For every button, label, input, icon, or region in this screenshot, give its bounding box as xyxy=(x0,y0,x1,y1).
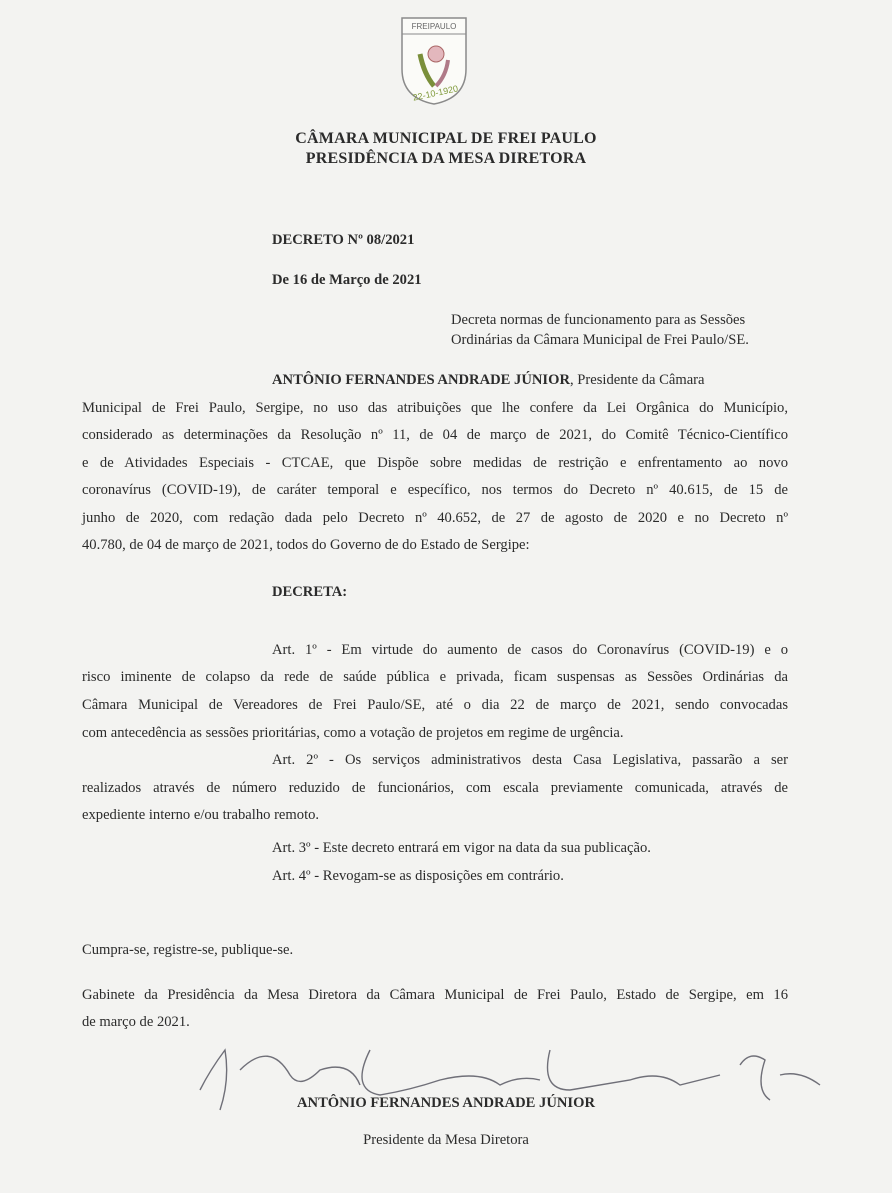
gabinete-line: Gabinete da Presidência da Mesa Diretora da Câmara Municipal de Frei Paulo, Estado de Sergipe, em 16 xyxy=(82,987,788,1003)
article-1-line: risco iminente de colapso da rede de saúde pública e privada, ficam suspensas as Sessões Ordinárias da xyxy=(82,669,788,685)
preamble-line: Municipal de Frei Paulo, Sergipe, no uso das atribuições que lhe confere da Lei Orgânica do Município, xyxy=(82,400,788,416)
preamble-line: coronavírus (COVID-19), de caráter temporal e específico, nos termos do Decreto nº 40.615, de 15 de xyxy=(82,482,788,498)
article-1-line: Câmara Municipal de Vereadores de Frei Paulo/SE, até o dia 22 de março de 2021, sendo convocadas xyxy=(82,697,788,713)
article-3: Art. 3º - Este decreto entrará em vigor na data da sua publicação. xyxy=(272,840,651,856)
article-1-line: Art. 1º - Em virtude do aumento de casos do Coronavírus (COVID-19) e o xyxy=(272,642,788,658)
signatory-role: Presidente da Mesa Diretora xyxy=(363,1132,529,1148)
president-name: ANTÔNIO FERNANDES ANDRADE JÚNIOR xyxy=(272,372,570,388)
article-2-line: Art. 2º - Os serviços administrativos desta Casa Legislativa, passarão a ser xyxy=(272,752,788,768)
preamble-text: , Presidente da Câmara xyxy=(569,372,705,388)
summary-line: Decreta normas de funcionamento para as Sessões xyxy=(451,312,746,328)
preamble-line: junho de 2020, com redação dada pelo Decreto nº 40.652, de 27 de agosto de 2020 e no Decreto nº xyxy=(82,510,788,526)
preamble-line: 40.780, de 04 de março de 2021, todos do Governo de do Estado de Sergipe: xyxy=(82,537,530,553)
article-1-line: com antecedência as sessões prioritárias, como a votação de projetos em regime de urgência. xyxy=(82,725,624,741)
decreta-heading: DECRETA: xyxy=(272,584,348,600)
decree-number: DECRETO Nº 08/2021 xyxy=(272,232,415,248)
preamble-line: considerado as determinações da Resolução nº 11, de 04 de março de 2021, do Comitê Técnico-Científico xyxy=(82,427,788,443)
summary-line: Ordinárias da Câmara Municipal de Frei Paulo/SE. xyxy=(451,332,749,348)
header-presidency: PRESIDÊNCIA DA MESA DIRETORA xyxy=(305,150,587,167)
article-2-line: expediente interno e/ou trabalho remoto. xyxy=(82,807,320,823)
signatory-name: ANTÔNIO FERNANDES ANDRADE JÚNIOR xyxy=(297,1095,595,1111)
municipal-coat-of-arms-logo xyxy=(398,14,470,106)
article-2-line: realizados através de número reduzido de funcionários, com escala previamente comunicada, através de xyxy=(82,780,788,796)
preamble-line: e de Atividades Especiais - CTCAE, que Dispõe sobre medidas de restrição e enfrentamento ao novo xyxy=(82,455,788,471)
svg-text:FREIPAULO: FREIPAULO xyxy=(411,22,457,31)
gabinete-line: de março de 2021. xyxy=(82,1014,190,1030)
cumpra-se: Cumpra-se, registre-se, publique-se. xyxy=(82,942,294,958)
article-4: Art. 4º - Revogam-se as disposições em contrário. xyxy=(272,868,564,884)
svg-text:22-10-1920: 22-10-1920 xyxy=(411,83,459,103)
header-chamber-name: CÂMARA MUNICIPAL DE FREI PAULO xyxy=(295,130,597,147)
decree-date: De 16 de Março de 2021 xyxy=(272,272,422,288)
preamble-first-line xyxy=(272,372,788,389)
